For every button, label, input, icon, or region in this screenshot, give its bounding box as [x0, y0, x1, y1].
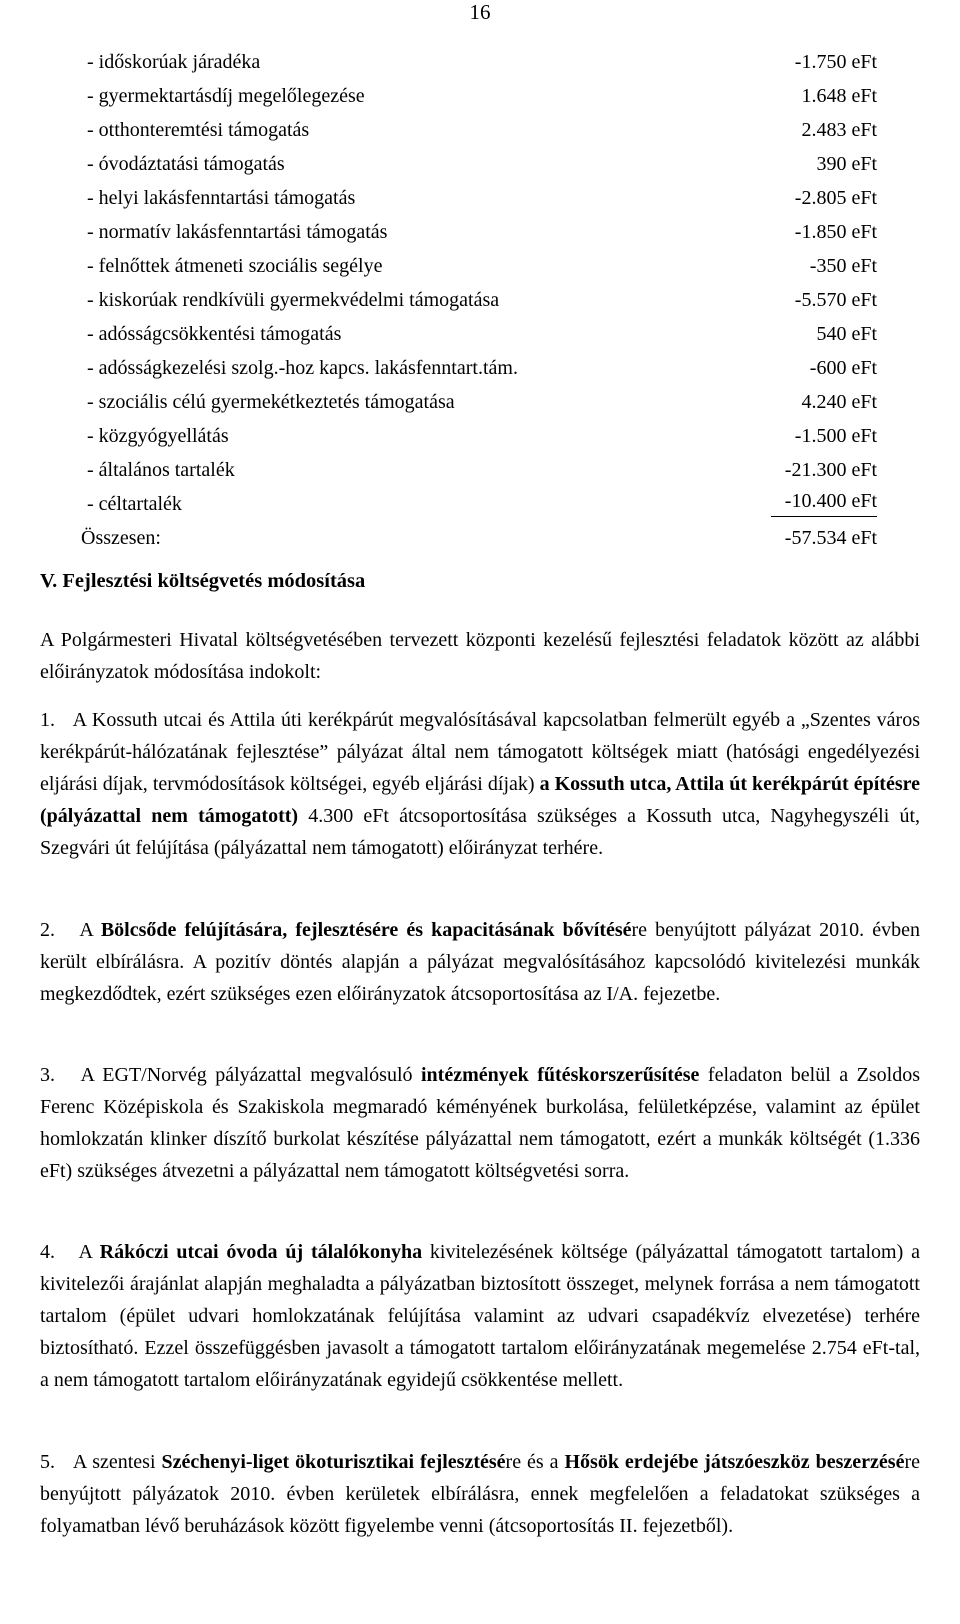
- budget-amount: 4.240 eFt: [801, 391, 877, 413]
- budget-amount: 540 eFt: [816, 323, 877, 345]
- list-item: [40, 704, 920, 864]
- list-item-text-part: feladaton belül a Zsoldos Ferenc Középiskola és Szakiskola megmaradó kéményének burkolása, felületképzése, valamint az épület homlokzatán klinker díszítő burkolat készítése pályázattal nem támogatott, ezért a munkák költségét (1.336 eFt) szükséges átvezetni a pályázattal nem támogatott költségvetési sorra.: [40, 1064, 920, 1182]
- list-item-text-part: A szentesi: [72, 1451, 162, 1473]
- budget-amount: 1.648 eFt: [801, 85, 877, 107]
- list-item-bold: Rákóczi utcai óvoda új tálalókonyha: [99, 1241, 423, 1263]
- budget-label: - adósságcsökkentési támogatás: [87, 323, 342, 345]
- list-item-bold: intézmények fűtéskorszerűsítése: [421, 1064, 700, 1086]
- budget-label: - felnőttek átmeneti szociális segélye: [87, 255, 383, 277]
- budget-total-row: [81, 521, 877, 555]
- page-number: 16: [469, 0, 491, 24]
- budget-row: [87, 317, 877, 351]
- list-item-number: 3.: [40, 1064, 55, 1086]
- list-item-text: [40, 1059, 920, 1187]
- list-item-number: 5.: [40, 1451, 55, 1473]
- budget-amount: 390 eFt: [816, 153, 877, 175]
- budget-amount: -10.400 eFt: [771, 487, 877, 517]
- budget-row: [87, 249, 877, 283]
- budget-amount: -5.570 eFt: [794, 289, 877, 311]
- budget-amount: -2.805 eFt: [794, 187, 877, 209]
- list-item-text-part: re és a: [505, 1451, 565, 1473]
- list-item-text: [40, 1236, 920, 1396]
- budget-row: [87, 385, 877, 419]
- budget-label: - helyi lakásfenntartási támogatás: [87, 187, 356, 209]
- list-item-text-part: re benyújtott pályázat 2010. évben került elbírálásra. A pozitív döntés alapján a pályázat megvalósításához kapcsolódó kivitelezési munkák megkezdődtek, ezért szükséges ezen előirányzatok átcsoportosítása az I/A. fejezetbe.: [40, 919, 921, 1005]
- list-item: [40, 1059, 920, 1187]
- list-item-text-part: A: [78, 1241, 100, 1263]
- list-item: [40, 1446, 920, 1542]
- list-item-bold: Bölcsőde felújítására, fejlesztésére és kapacitásának bővítésé: [100, 919, 632, 941]
- list-item-text-part: re benyújtott pályázatok 2010. évben kerületek elbírálásra, ennek megfelelően a feladatokat szükséges a folyamatban lévő beruházások között figyelembe venni (átcsoportosítás II. fejezetből).: [40, 1451, 921, 1537]
- list-item-number: 1.: [40, 709, 55, 731]
- budget-label: - gyermektartásdíj megelőlegezése: [87, 85, 365, 107]
- budget-amount: -21.300 eFt: [784, 459, 877, 481]
- budget-amount: -1.750 eFt: [794, 51, 877, 73]
- budget-total-label: Összesen:: [81, 527, 161, 549]
- list-item-number: 2.: [40, 919, 55, 941]
- budget-row: [87, 215, 877, 249]
- budget-label: - közgyógyellátás: [87, 425, 229, 447]
- list-item-text: [40, 1446, 920, 1542]
- budget-amount: -1.500 eFt: [794, 425, 877, 447]
- budget-row: [87, 283, 877, 317]
- budget-label: - óvodáztatási támogatás: [87, 153, 285, 175]
- list-item-text-part: 4.300 eFt átcsoportosítása szükséges a Kossuth utca, Nagyhegyszéli út, Szegvári út felújítása (pályázattal nem támogatott) előirányzat terhére.: [40, 805, 920, 859]
- budget-row: [87, 351, 877, 385]
- budget-label: - otthonteremtési támogatás: [87, 119, 310, 141]
- budget-label: - általános tartalék: [87, 459, 235, 481]
- budget-amount: 2.483 eFt: [801, 119, 877, 141]
- list-item-text-part: kivitelezésének költsége (pályázattal támogatott tartalom) a kivitelezői árajánlat alapján meghaladta a pályázatban biztosított összeget, melynek forrása a nem támogatott tartalom (épület udvari homlokzatának felújítása valamint az udvari csapadékvíz elvezetése) terhére biztosítható. Ezzel összefüggésben javasolt a támogatott tartalom előirányzatának megemelése 2.754 eFt-tal, a nem támogatott tartalom előirányzatának egyidejű csökkentése mellett.: [40, 1241, 920, 1391]
- budget-row: [87, 79, 877, 113]
- list-item-number: 4.: [40, 1241, 55, 1263]
- budget-amount: -1.850 eFt: [794, 221, 877, 243]
- budget-label: - céltartalék: [87, 493, 182, 515]
- section-intro: A Polgármesteri Hivatal költségvetésében tervezett központi kezelésű fejlesztési feladatok között az alábbi előirányzatok módosítása indokolt:: [40, 629, 920, 683]
- budget-table: [81, 45, 877, 555]
- budget-amount: -600 eFt: [809, 357, 877, 379]
- budget-label: - adósságkezelési szolg.-hoz kapcs. lakásfenntart.tám.: [87, 357, 518, 379]
- list-item-bold: a Kossuth utca, Attila út kerékpárút építésre (pályázattal nem támogatott): [40, 773, 920, 827]
- list-item-text-part: A: [79, 919, 101, 941]
- list-item-bold: Széchenyi-liget ökoturisztikai fejlesztésé: [161, 1451, 506, 1473]
- list-item: [40, 1236, 920, 1396]
- budget-row: [87, 453, 877, 487]
- budget-label: - szociális célú gyermekétkeztetés támogatása: [87, 391, 455, 413]
- list-item-text: [40, 704, 920, 864]
- list-item: [40, 914, 920, 1010]
- budget-label: - normatív lakásfenntartási támogatás: [87, 221, 388, 243]
- list-item-bold: Hősök erdejébe játszóeszköz beszerzésé: [564, 1451, 905, 1473]
- budget-total-amount: -57.534 eFt: [784, 527, 877, 549]
- budget-row: [87, 419, 877, 453]
- budget-row: [87, 181, 877, 215]
- budget-row: [87, 487, 877, 521]
- list-item-text: [40, 914, 920, 1010]
- budget-amount: -350 eFt: [809, 255, 877, 277]
- budget-label: - kiskorúak rendkívüli gyermekvédelmi támogatása: [87, 289, 500, 311]
- section-title: V. Fejlesztési költségvetés módosítása: [40, 570, 366, 592]
- budget-label: - időskorúak járadéka: [87, 51, 261, 73]
- budget-row: [87, 113, 877, 147]
- list-item-text-part: A Kossuth utcai és Attila úti kerékpárút megvalósításával kapcsolatban felmerült egyéb a „Szentes város kerékpárút-hálózatának fejlesztése” pályázat által nem támogatott költségek miatt (hatósági engedélyezési eljárási díjak, tervmódosítások költségei, egyéb eljárási díjak): [40, 709, 921, 795]
- budget-row: [87, 45, 877, 79]
- budget-row: [87, 147, 877, 181]
- list-item-text-part: A EGT/Norvég pályázattal megvalósuló: [80, 1064, 421, 1086]
